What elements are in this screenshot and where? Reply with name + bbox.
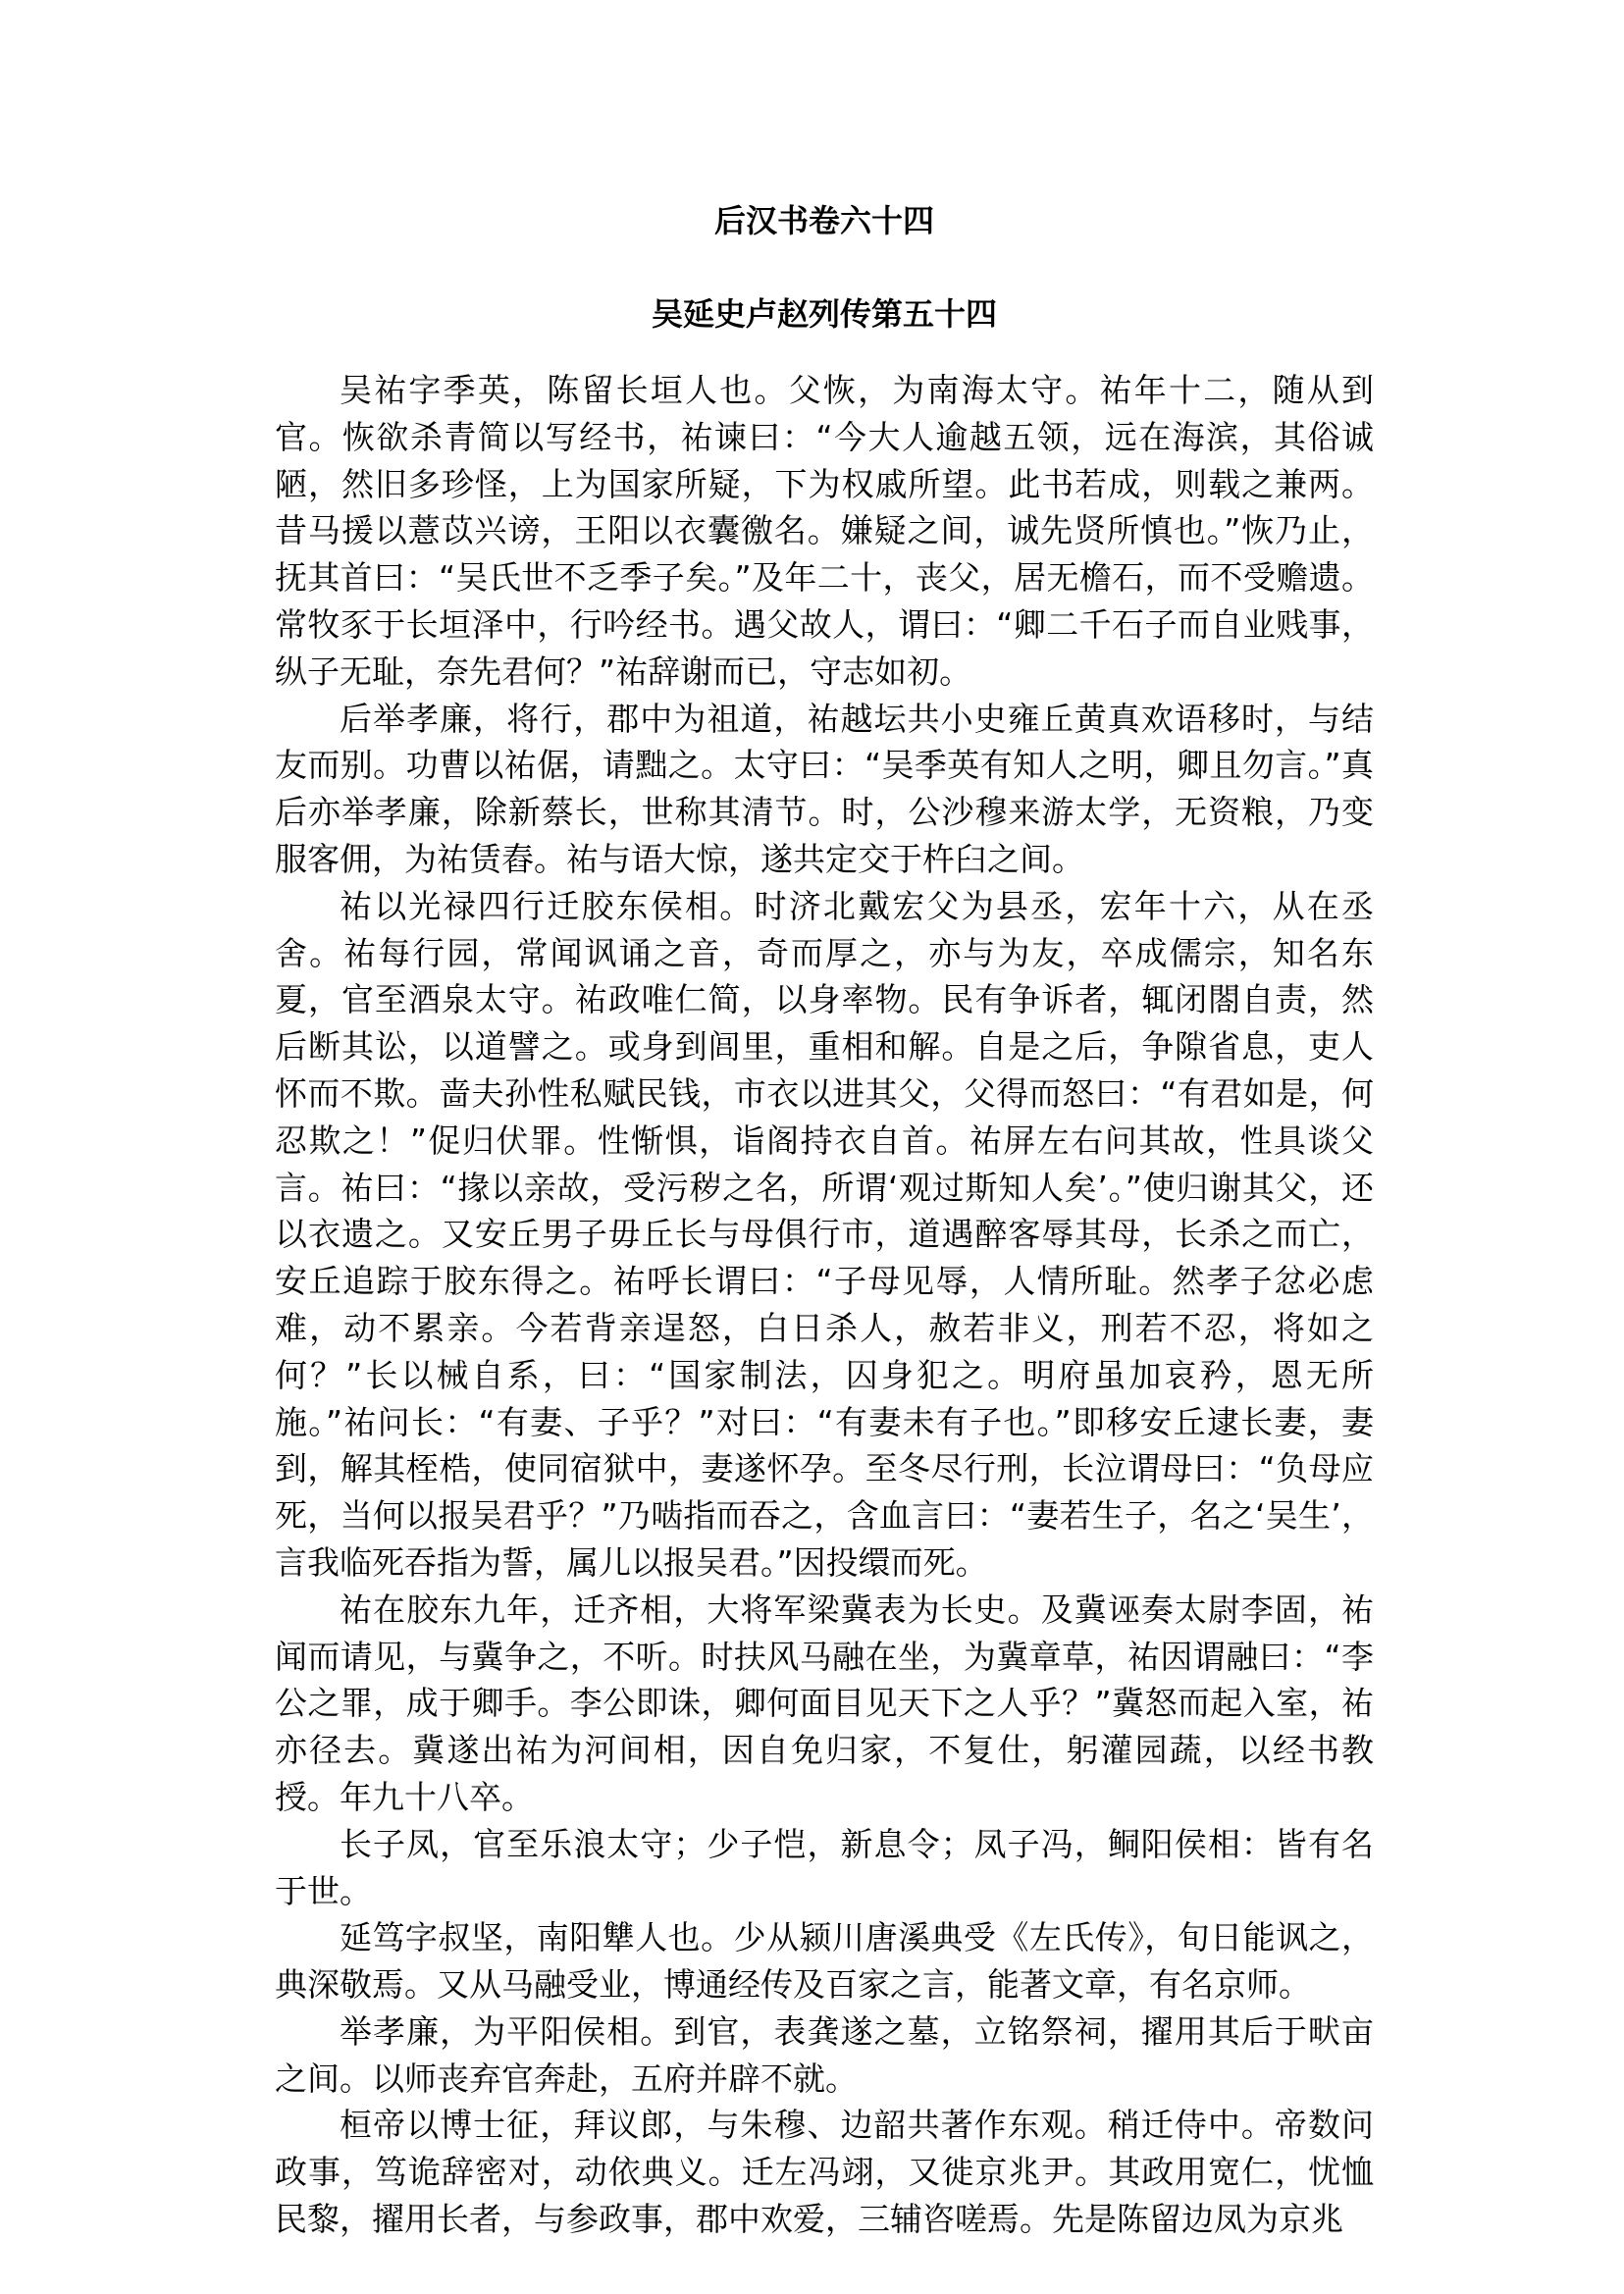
paragraph-qi-chancellor: 祐在胶东九年，迁齐相，大将军梁冀表为长史。及冀诬奏太尉李固，祐闻而请见，与冀争之，不听。时扶风马融在坐，为冀章草，祐因谓融曰：“李公之罪，成于卿手。李公即诛，卿何面目见天下之人乎？”冀怒而起入室，祐亦径去。冀遂出祐为河间相，因自免归家，不复仕，躬灌园蔬，以经书教授。年九十八卒。 bbox=[275, 1590, 1374, 1816]
paragraph-jiaodong: 祐以光禄四行迁胶东侯相。时济北戴宏父为县丞，宏年十六，从在丞舍。祐每行园，常闻讽诵之音，奇而厚之，亦与为友，卒成儒宗，知名东夏，官至酒泉太守。祐政唯仁简，以身率物。民有争诉者，辄闭閤自责，然后断其讼，以道譬之。或身到闾里，重相和解。自是之后，争隙省息，吏人怀而不欺。啬夫孙性私赋民钱，市衣以进其父，父得而怒曰：“有君如是，何忍欺之！”促归伏罪。性惭惧，诣阁持衣自首。祐屏左右问其故，性具谈父言。祐曰：“掾以亲故，受污秽之名，所谓‘观过斯知人矣’。”使归谢其父，还以衣遗之。又安丘男子毋丘长与母俱行市，道遇醉客辱其母，长杀之而亡，安丘追踪于胶东得之。祐呼长谓曰：“子母见辱，人情所耻。然孝子忿必虑难，动不累亲。今若背亲逞怒，白日杀人，赦若非义，刑若不忍，将如之何？”长以械自系，曰：“国家制法，囚身犯之。明府虽加哀矜，恩无所施。”祐问长：“有妻、子乎？”对曰：“有妻未有子也。”即移安丘逮长妻，妻到，解其桎梏，使同宿狱中，妻遂怀孕。至冬尽行刑，长泣谓母曰：“负母应死，当何以报吴君乎？”乃啮指而吞之，含血言曰：“妻若生子，名之‘吴生’，言我临死吞指为誓，属儿以报吴君。”因投缳而死。 bbox=[275, 886, 1374, 1582]
document-page bbox=[275, 186, 1374, 2243]
chapter-title: 吴延史卢赵列传第五十四 bbox=[651, 295, 997, 333]
volume-title: 后汉书卷六十四 bbox=[713, 202, 934, 239]
paragraph-yan-du-intro: 延笃字叔坚，南阳犨人也。少从颍川唐溪典受《左氏传》，旬日能讽之，典深敬焉。又从马融受业，博通经传及百家之言，能著文章，有名京师。 bbox=[275, 1918, 1374, 2005]
paragraph-sons: 长子凤，官至乐浪太守；少子恺，新息令；凤子冯，鲖阳侯相：皆有名于世。 bbox=[275, 1824, 1374, 1910]
paragraph-huandi: 桓帝以博士征，拜议郎，与朱穆、边韶共著作东观。稍迁侍中。帝数问政事，笃诡辞密对，动依典义。迁左冯翊，又徙京兆尹。其政用宽仁，忧恤民黎，擢用长者，与参政事，郡中欢爱，三辅咨嗟焉。先是陈留边凤为京兆 bbox=[275, 2106, 1374, 2239]
paragraph-wu-you-intro: 吴祐字季英，陈留长垣人也。父恢，为南海太守。祐年十二，随从到官。恢欲杀青简以写经书，祐谏曰：“今大人逾越五领，远在海滨，其俗诚陋，然旧多珍怪，上为国家所疑，下为权戚所望。此书若成，则载之兼两。昔马援以薏苡兴谤，王阳以衣囊徼名。嫌疑之间，诚先贤所慎也。”恢乃止，抚其首曰：“吴氏世不乏季子矣。”及年二十，丧父，居无檐石，而不受赡遗。常牧豕于长垣泽中，行吟经书。遇父故人，谓曰：“卿二千石子而自业贱事，纵子无耻，奈先君何？”祐辞谢而已，守志如初。 bbox=[275, 371, 1374, 691]
paragraph-xiaolian: 后举孝廉，将行，郡中为祖道，祐越坛共小史雍丘黄真欢语移时，与结友而别。功曹以祐倨，请黜之。太守曰：“吴季英有知人之明，卿且勿言。”真后亦举孝廉，除新蔡长，世称其清节。时，公沙穆来游太学，无资粮，乃变服客佣，为祐赁舂。祐与语大惊，遂共定交于杵臼之间。 bbox=[275, 699, 1374, 878]
paragraph-pingyang: 举孝廉，为平阳侯相。到官，表龚遂之墓，立铭祭祠，擢用其后于畎亩之间。以师丧弃官奔赴，五府并辟不就。 bbox=[275, 2011, 1374, 2098]
